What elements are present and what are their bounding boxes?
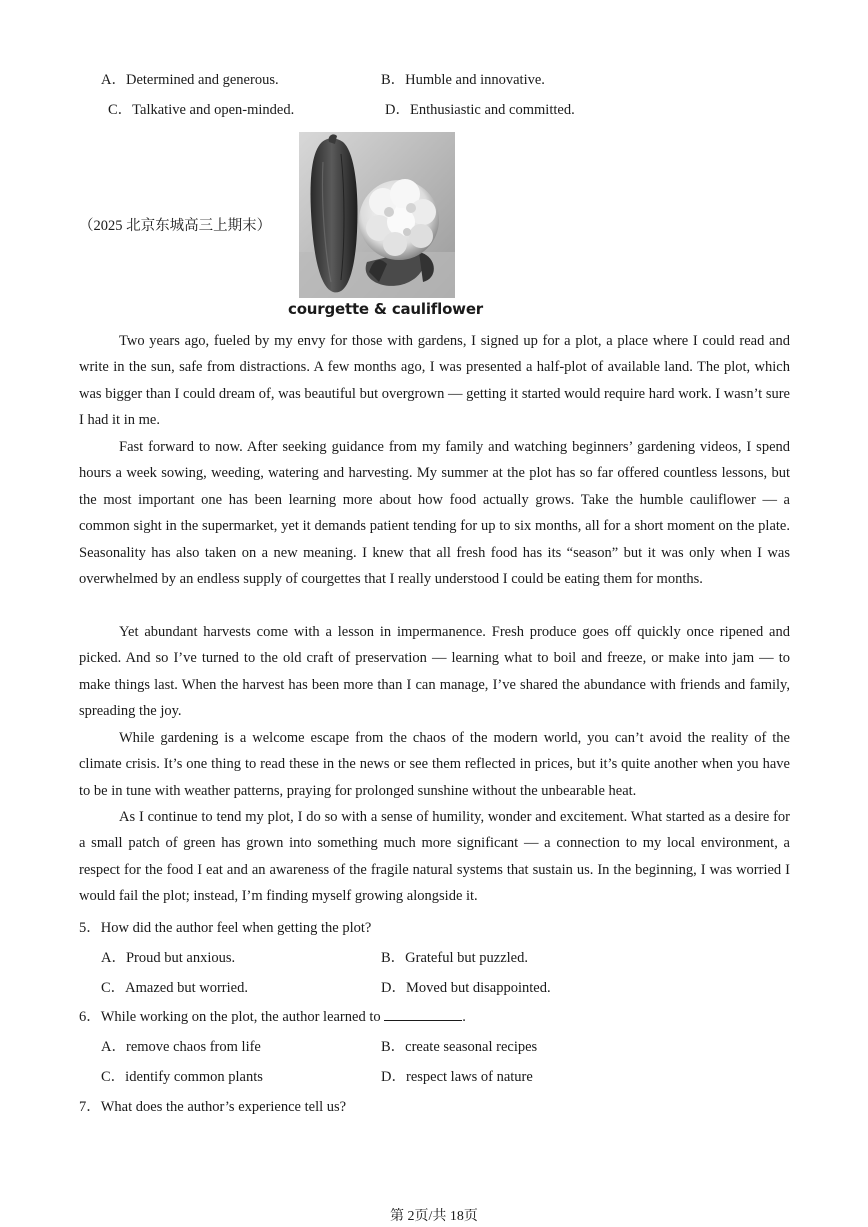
q6-option-a: A．remove chaos from life [101,1039,261,1055]
image-caption: courgette & cauliflower [288,300,483,318]
cauliflower-shape [359,179,439,286]
prev-option-d: D．Enthusiastic and committed. [385,102,575,118]
q5-option-b: B．Grateful but puzzled. [381,950,528,966]
q6-option-c: C．identify common plants [101,1069,263,1085]
q6-option-b: B．create seasonal recipes [381,1039,538,1055]
question-6-stem: 6．While working on the plot, the author learned to . [79,1009,466,1025]
q5-option-d: D．Moved but disappointed. [381,980,551,996]
passage-paragraph-1: Two years ago, fueled by my envy for those with gardens, I signed up for a plot, a place where I could read and write in the sun, safe from distractions. A few months ago, I was presented a half-plot of available land. The plot, which was bigger than I could dream of, was beautiful but overgrown — getting it started would require hard work. I wasn’t sure I had it in me. [79,333,790,429]
question-5-stem: 5．How did the author feel when getting the plot? [79,920,372,936]
vegetable-photo [299,132,455,298]
answer-blank [384,1008,462,1021]
passage-paragraph-3: Yet abundant harvests come with a lesson in impermanence. Fresh produce goes off quickly once ripened and picked. And so I’ve turned to the old craft of preservation — learning what to boil and freeze, or make into jam — to make things last. When the harvest has been more than I can manage, I’ve shared the abundance with friends and family, spreading the joy. [79,624,790,720]
q5-option-a: A．Proud but anxious. [101,950,236,966]
page-number-footer: 第 2页/共 18页 [390,1209,478,1224]
prev-option-a: A．Determined and generous. [101,72,279,88]
passage-paragraph-2: Fast forward to now. After seeking guidance from my family and watching beginners’ gardening videos, I spend hours a week sowing, weeding, watering and harvesting. My summer at the plot has so far offered countless lessons, but the most important one has been learning more about how food actually grows. Take the humble cauliflower — a common sight in the supermarket, yet it demands patient tending for up to six months, all for a short moment on the plate. Seasonality has also taken on a new meaning. I knew that all fresh food has its “season” but it was only when I was overwhelmed by an endless supply of courgettes that I really understood I could be eating them for months. [79,439,790,588]
prev-option-c: C．Talkative and open-minded. [108,102,295,118]
passage-paragraph-5: As I continue to tend my plot, I do so with a sense of humility, wonder and excitement. What started as a desire for a small patch of green has grown into something much more significant — a connection to my local environment, a respect for the food I eat and an awareness of the fragile natural systems that sustain us. In the beginning, I was worried I would fail the plot; instead, I’m finding myself growing alongside it. [79,809,790,905]
q5-option-c: C．Amazed but worried. [101,980,248,996]
passage-source: （2025 北京东城高三上期末） [79,218,272,234]
q6-option-d: D．respect laws of nature [381,1069,533,1085]
question-7-stem: 7．What does the author’s experience tell us? [79,1099,347,1115]
prev-option-b: B．Humble and innovative. [381,72,545,88]
passage-paragraph-4: While gardening is a welcome escape from the chaos of the modern world, you can’t avoid the reality of the climate crisis. It’s one thing to read these in the news or see them reflected in prices, but it’s quite another when you have to be in tune with weather patterns, praying for prolonged sunshine without the unbearable heat. [79,730,790,799]
